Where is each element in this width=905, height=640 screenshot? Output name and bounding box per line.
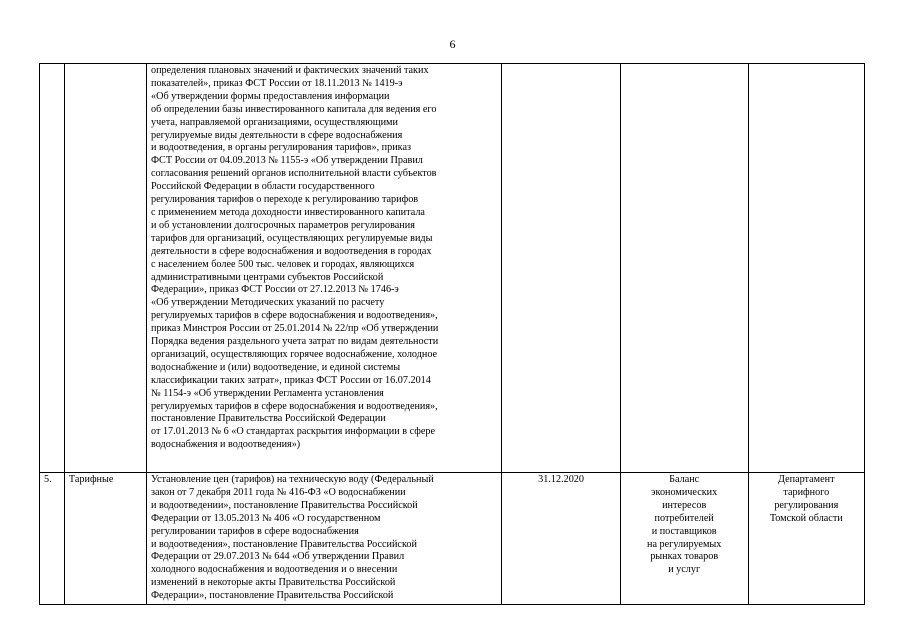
text-line: Порядка ведения раздельного учета затрат по видам деятельности	[151, 336, 439, 348]
text-line: приказ Минстроя России от 25.01.2014 № 22/пр «Об утверждении	[151, 323, 439, 335]
text-line: и водоотведения», постановление Правительства Российской	[151, 538, 417, 550]
cell-description	[147, 64, 502, 473]
cell-goal	[620, 64, 748, 473]
cell-goal	[620, 473, 748, 605]
cell-date	[502, 64, 620, 473]
text-line: учета, направляемой организациями, осуществляющими	[151, 116, 398, 128]
cell-number: 5.	[40, 473, 65, 605]
measures-table	[39, 63, 865, 605]
text-line: рынках товаров	[650, 551, 719, 563]
text-line: Федерации», постановление Правительства Российской	[151, 590, 394, 602]
text-line: «Об утверждении Методических указаний по расчету	[151, 297, 385, 309]
cell-responsible	[748, 64, 864, 473]
text-line: № 1154-э «Об утверждении Регламента установления	[151, 387, 384, 399]
cell-name	[64, 64, 146, 473]
text-line: регулируемых тарифов в сфере водоснабжения и водоотведения»,	[151, 310, 438, 322]
cell-responsible	[748, 473, 864, 605]
text-line: регулирования тарифов о переходе к регулированию тарифов	[151, 194, 419, 206]
text-line: потребителей	[654, 512, 714, 524]
page-number: 6	[449, 37, 456, 51]
text-line: Российской Федерации в области государственного	[151, 181, 375, 193]
text-line: водоснабжение и (или) водоотведение, и единой системы	[151, 361, 401, 373]
text-line: классификации таких затрат», приказ ФСТ России от 16.07.2014	[151, 374, 431, 386]
text-line: интересов	[662, 499, 707, 511]
cell-date: 31.12.2020	[502, 473, 620, 605]
text-line: от 17.01.2013 № 6 «О стандартах раскрытия информации в сфере	[151, 426, 435, 438]
text-line: регулируемые виды деятельности в сфере водоснабжения	[151, 129, 403, 141]
text-line: тарифов для организаций, осуществляющих регулируемые виды	[151, 232, 433, 244]
text-line: экономических	[651, 486, 718, 498]
text-line: и водоотведении», постановление Правительства Российской	[151, 499, 418, 511]
text-line: Томской области	[769, 512, 843, 524]
text-line: и водоотведения, в органы регулирования тарифов», приказ	[151, 142, 412, 154]
text-line: определения плановых значений и фактических значений таких	[151, 65, 429, 76]
text-line: с населением более 500 тыс. человек и городах, являющихся	[151, 258, 415, 270]
text-line: Федерации от 13.05.2013 № 406 «О государственном	[151, 512, 381, 524]
text-line: ФСТ России от 04.09.2013 № 1155-э «Об утверждении Правил	[151, 155, 423, 167]
text-line: регулировании тарифов в сфере водоснабжения	[151, 525, 359, 537]
cell-name: Тарифные	[64, 473, 146, 605]
text-line: и поставщиков	[651, 525, 717, 537]
text-line: Установление цен (тарифов) на техническую воду (Федеральный	[151, 474, 434, 485]
text-line: «Об утверждении формы предоставления информации	[151, 90, 390, 102]
table-row	[40, 473, 865, 605]
text-line: административными центрами субъектов Российской	[151, 271, 384, 283]
text-line: Федерации от 29.07.2013 № 644 «Об утверждении Правил	[151, 551, 405, 563]
text-line: водоснабжения и водоотведения»)	[151, 439, 301, 451]
text-line: и об установлении долгосрочных параметров регулирования	[151, 219, 415, 231]
text-line: организаций, осуществляющих горячее водоснабжение, холодное	[151, 348, 438, 360]
text-line: с применением метода доходности инвестированного капитала	[151, 206, 425, 218]
text-line: показателей», приказ ФСТ России от 18.11.2013 № 1419-э	[151, 77, 403, 89]
text-line: согласования решений органов исполнительной власти субъектов	[151, 168, 437, 180]
text-line: Баланс	[669, 474, 700, 485]
text-line: и услуг	[668, 564, 701, 576]
text-line: постановление Правительства Российской Федерации	[151, 413, 386, 425]
text-line: на регулируемых	[647, 538, 722, 550]
text-line: Департамент	[778, 474, 835, 485]
cell-description	[147, 473, 502, 605]
text-line: деятельности в сфере водоснабжения и водоотведения в городах	[151, 245, 432, 257]
text-line: регулирования	[774, 499, 839, 511]
text-line: холодного водоснабжения и водоотведения и о внесении	[151, 564, 398, 576]
text-line: тарифного	[783, 486, 830, 498]
text-line: об определении базы инвестированного капитала для ведения его	[151, 103, 437, 115]
text-line: изменений в некоторые акты Правительства Российской	[151, 577, 396, 589]
table-row	[40, 64, 865, 473]
text-line: регулируемых тарифов в сфере водоснабжения и водоотведения»,	[151, 400, 438, 412]
text-line: Федерации», приказ ФСТ России от 27.12.2013 № 1746-э	[151, 284, 399, 296]
text-line: закон от 7 декабря 2011 года № 416-ФЗ «О водоснабжении	[151, 486, 406, 498]
cell-number	[40, 64, 65, 473]
